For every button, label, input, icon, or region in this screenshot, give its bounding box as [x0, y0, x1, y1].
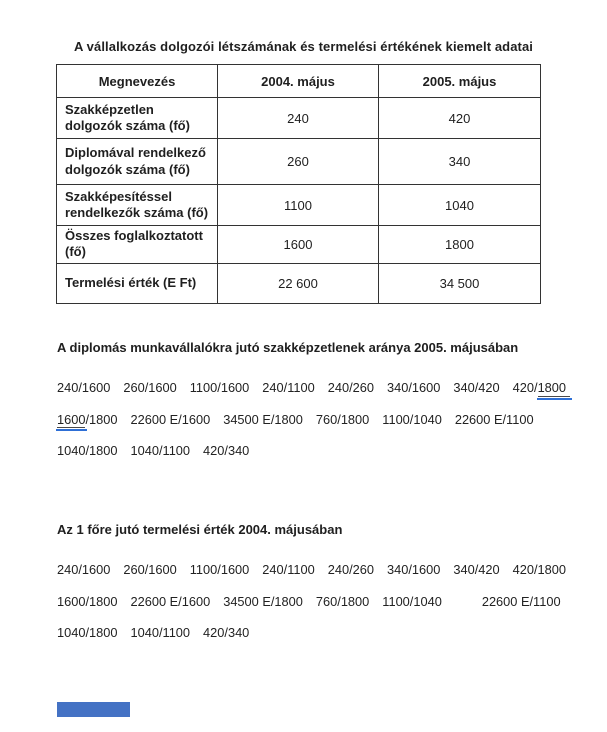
table-body [57, 98, 541, 304]
underlined-answer-fragment: 1800 [537, 380, 570, 395]
answer-option[interactable]: 340/1600 [387, 380, 441, 395]
answer-option[interactable]: 420/1800 [512, 562, 567, 577]
answer-option[interactable]: 240/1100 [262, 380, 315, 395]
row-label-cell: Szakképesítéssel rendelkezők száma (fő) [57, 185, 218, 226]
table-header-2004: 2004. május [218, 65, 379, 98]
value-cell: 260 [218, 139, 379, 185]
value-cell: 34 500 [379, 263, 541, 303]
value-cell: 1600 [218, 226, 379, 264]
answer-option[interactable]: 760/1800 [315, 593, 370, 609]
blue-marker-bar [57, 702, 130, 717]
table-row [57, 139, 541, 185]
row-label-cell: Diplomával rendelkező dolgozók száma (fő) [57, 139, 218, 185]
options-line [57, 586, 605, 618]
answer-option[interactable]: 22600 E/1600 [130, 593, 211, 609]
answer-option[interactable]: 420/340 [203, 625, 250, 640]
answer-option[interactable]: 260/1600 [123, 562, 177, 577]
table-row [57, 185, 541, 226]
row-label-cell: Termelési érték (E Ft) [57, 263, 218, 303]
answer-option[interactable]: 22600 E/1100 [481, 593, 561, 609]
question-1-heading: A diplomás munkavállalókra jutó szakképzetlenek aránya 2005. májusában [57, 340, 519, 355]
answer-option[interactable]: 1100/1600 [189, 562, 250, 577]
table-header-row [57, 65, 541, 98]
answer-option[interactable]: 340/420 [453, 562, 500, 577]
value-cell: 340 [379, 139, 541, 185]
answer-option[interactable]: 240/260 [327, 562, 374, 577]
answer-option[interactable]: 1040/1800 [57, 625, 118, 640]
answer-option[interactable]: 34500 E/1800 [223, 411, 303, 427]
value-cell: 420 [379, 98, 541, 139]
value-cell: 1100 [218, 185, 379, 226]
options-line [57, 372, 605, 404]
options-line [57, 404, 605, 436]
answer-option[interactable]: 420/340 [203, 443, 250, 458]
answer-option[interactable]: 340/420 [453, 380, 500, 395]
answer-option[interactable]: 1100/1600 [189, 380, 250, 395]
answer-option[interactable]: 1600/1800 [57, 411, 118, 427]
answer-option[interactable]: 1100/1040 [382, 593, 442, 609]
value-cell: 1800 [379, 226, 541, 264]
answer-option[interactable]: 240/260 [327, 380, 374, 395]
table-header-megnevezes: Megnevezés [57, 65, 218, 98]
answer-option[interactable]: 260/1600 [123, 380, 177, 395]
question-1-options [57, 372, 605, 467]
table-header-2005: 2005. május [379, 65, 541, 98]
question-2-options [57, 554, 605, 649]
answer-option[interactable]: 22600 E/1100 [454, 411, 534, 427]
answer-option[interactable]: 34500 E/1800 [223, 593, 303, 609]
answer-option[interactable]: 1040/1800 [57, 443, 118, 458]
answer-option[interactable]: 1600/1800 [57, 593, 118, 609]
underlined-answer-fragment: 1600 [57, 411, 86, 427]
value-cell: 22 600 [218, 263, 379, 303]
answer-option[interactable]: 420/1800 [512, 380, 570, 395]
answer-option[interactable]: 22600 E/1600 [130, 411, 211, 427]
answer-option[interactable]: 1040/1100 [130, 443, 191, 458]
row-label-cell: Szakképzetlen dolgozók száma (fő) [57, 98, 218, 139]
table-row [57, 226, 541, 264]
question-2-heading: Az 1 főre jutó termelési érték 2004. májusában [57, 522, 343, 537]
data-table [56, 64, 541, 304]
row-label-cell: Összes foglalkoztatott (fő) [57, 226, 218, 264]
answer-option[interactable]: 340/1600 [387, 562, 441, 577]
answer-option[interactable]: 240/1600 [57, 380, 111, 395]
value-cell: 240 [218, 98, 379, 139]
options-line [57, 435, 605, 467]
table-row [57, 263, 541, 303]
answer-option[interactable]: 760/1800 [315, 411, 370, 427]
options-line [57, 554, 605, 586]
answer-option[interactable]: 1040/1100 [130, 625, 191, 640]
answer-option[interactable]: 240/1600 [57, 562, 111, 577]
value-cell: 1040 [379, 185, 541, 226]
answer-option[interactable]: 1100/1040 [382, 411, 442, 427]
document-title: A vállalkozás dolgozói létszámának és termelési értékének kiemelt adatai [73, 39, 534, 54]
options-line [57, 617, 605, 649]
answer-option[interactable]: 240/1100 [262, 562, 315, 577]
table-row [57, 98, 541, 139]
